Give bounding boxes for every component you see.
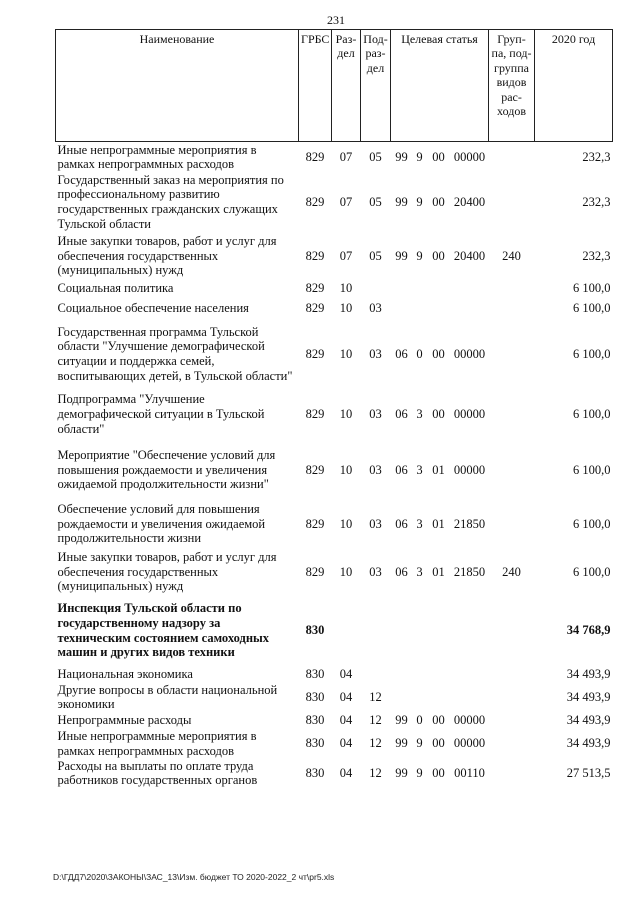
row-podrazdel: 03 <box>369 516 382 531</box>
row-podrazdel: 05 <box>369 194 382 209</box>
row-target-event: 00 <box>432 248 445 263</box>
row-target-subprogram: 9 <box>416 248 423 263</box>
row-target-subprogram: 3 <box>416 564 423 579</box>
row-target-event: 00 <box>432 149 445 164</box>
row-target-program: 99 <box>395 248 408 263</box>
row-amount: 232,3 <box>582 194 611 209</box>
table-row <box>56 321 613 388</box>
row-grbs: 829 <box>305 149 325 164</box>
row-name: Расходы на выплаты по оплате труда работников государственных органов <box>57 758 258 788</box>
row-name: Обеспечение условий для повышения рождаемости и увеличения ожидаемой продолжительности жизни <box>57 501 266 546</box>
row-target-direction: 21850 <box>453 564 486 579</box>
row-target-program: 99 <box>395 765 408 780</box>
row-grbs: 829 <box>305 300 325 315</box>
row-razdel: 04 <box>339 713 353 728</box>
row-grbs: 829 <box>305 516 325 531</box>
row-target-direction: 00110 <box>454 765 485 780</box>
table-row <box>56 759 613 789</box>
row-podrazdel: 03 <box>369 462 382 477</box>
header-razdel: Раз-дел <box>332 30 361 142</box>
row-target-subprogram: 3 <box>416 462 423 477</box>
row-target-subprogram <box>413 667 427 683</box>
row-target-subprogram: 9 <box>416 765 423 780</box>
row-target-program <box>391 667 413 683</box>
row-expense-type <box>489 442 535 499</box>
row-razdel <box>332 595 361 667</box>
row-target-direction: 00000 <box>453 462 486 477</box>
row-amount: 6 100,0 <box>573 564 611 579</box>
row-podrazdel: 03 <box>369 407 382 422</box>
table-row <box>56 550 613 595</box>
row-target-event: 01 <box>432 564 445 579</box>
row-amount: 6 100,0 <box>573 280 611 295</box>
row-target-direction: 20400 <box>453 194 486 209</box>
row-expense-type: 240 <box>502 248 521 263</box>
row-target-subprogram: 9 <box>416 194 423 209</box>
row-expense-type <box>489 595 535 667</box>
row-name: Мероприятие "Обеспечение условий для повышения рождаемости и увеличения ожидаемой продолжительности жизни" <box>57 447 276 492</box>
table-body <box>56 142 613 789</box>
row-amount: 6 100,0 <box>573 462 611 477</box>
row-name: Другие вопросы в области национальной экономики <box>57 682 278 712</box>
row-target-subprogram <box>413 296 427 321</box>
row-podrazdel: 12 <box>369 765 382 780</box>
row-target-program <box>391 281 413 296</box>
row-podrazdel <box>361 281 391 296</box>
header-year: 2020 год <box>535 30 613 142</box>
row-target-program <box>391 683 413 713</box>
table-row <box>56 712 613 729</box>
row-expense-type <box>489 712 535 729</box>
row-grbs: 829 <box>305 564 325 579</box>
table-row <box>56 281 613 296</box>
row-expense-type <box>489 499 535 550</box>
row-podrazdel: 12 <box>369 689 382 704</box>
row-target-event: 00 <box>432 407 445 422</box>
header-expense-group: Груп-па, под-группа видов рас-ходов <box>489 30 535 142</box>
file-path-footer: D:\ГДД7\2020\ЗАКОНЫ\ЗАС_13\Изм. бюджет ТО 2020-2022_2 чт\pr5.xls <box>53 872 335 882</box>
row-name: Социальная политика <box>57 280 174 295</box>
row-target-direction: 00000 <box>453 149 486 164</box>
row-expense-type <box>489 173 535 232</box>
row-amount: 232,3 <box>582 248 611 263</box>
row-target-program: 06 <box>395 462 408 477</box>
row-amount: 34 493,9 <box>566 713 611 728</box>
row-target-subprogram <box>413 595 427 667</box>
row-expense-type <box>489 729 535 759</box>
row-expense-type <box>489 759 535 789</box>
row-grbs: 829 <box>305 462 325 477</box>
row-name: Иные закупки товаров, работ и услуг для обеспечения государственных (муниципальных) нужд <box>57 549 277 594</box>
row-grbs: 830 <box>305 689 325 704</box>
row-amount: 27 513,5 <box>566 765 611 780</box>
table-row <box>56 232 613 281</box>
row-target-direction <box>451 296 489 321</box>
row-target-program: 99 <box>395 149 408 164</box>
row-expense-type <box>489 388 535 442</box>
row-razdel: 10 <box>339 407 353 422</box>
header-name: Наименование <box>56 30 299 142</box>
row-razdel: 07 <box>339 248 353 263</box>
row-grbs: 830 <box>305 623 325 638</box>
row-razdel: 10 <box>339 516 353 531</box>
row-name: Государственная программа Тульской области "Улучшение демографической ситуации и поддержка семей, воспитывающих детей, в Тульской области" <box>57 324 293 383</box>
page-number: 231 <box>327 13 345 27</box>
row-grbs: 830 <box>305 667 325 682</box>
row-target-direction <box>451 281 489 296</box>
row-amount: 6 100,0 <box>573 516 611 531</box>
row-target-event <box>427 281 451 296</box>
row-podrazdel: 03 <box>369 346 382 361</box>
row-target-program: 06 <box>395 346 408 361</box>
header-podrazdel: Под-раз-дел <box>361 30 391 142</box>
row-amount: 232,3 <box>582 149 611 164</box>
row-razdel: 10 <box>339 280 353 295</box>
row-grbs: 830 <box>305 765 325 780</box>
table-header-row <box>56 30 613 142</box>
row-target-direction: 00000 <box>453 713 486 728</box>
row-target-subprogram <box>413 281 427 296</box>
row-target-direction: 00000 <box>453 736 486 751</box>
row-target-event: 00 <box>432 194 445 209</box>
row-razdel: 10 <box>339 346 353 361</box>
row-target-subprogram: 3 <box>416 407 423 422</box>
row-name: Государственный заказ на мероприятия по профессиональному развитию государственных гражданских служащих Тульской области <box>57 172 284 231</box>
row-razdel: 07 <box>339 194 353 209</box>
row-name: Иные закупки товаров, работ и услуг для обеспечения государственных (муниципальных) нужд <box>57 233 277 278</box>
row-razdel: 04 <box>339 765 353 780</box>
row-target-subprogram: 9 <box>416 736 423 751</box>
row-expense-type <box>489 321 535 388</box>
row-razdel: 10 <box>339 300 353 315</box>
row-target-direction: 00000 <box>453 346 486 361</box>
row-razdel: 10 <box>339 462 353 477</box>
row-amount: 6 100,0 <box>573 346 611 361</box>
row-name: Национальная экономика <box>57 667 193 682</box>
row-expense-type <box>489 142 535 173</box>
row-podrazdel: 05 <box>369 149 382 164</box>
row-target-event <box>427 595 451 667</box>
row-razdel: 04 <box>339 667 353 682</box>
row-expense-type <box>489 296 535 321</box>
row-target-direction: 21850 <box>453 516 486 531</box>
table-row <box>56 499 613 550</box>
row-expense-type <box>489 667 535 683</box>
row-target-program: 99 <box>395 713 408 728</box>
header-target-article: Целевая статья <box>391 30 489 142</box>
row-podrazdel: 03 <box>369 564 382 579</box>
row-target-direction: 20400 <box>453 248 486 263</box>
row-grbs: 829 <box>305 346 325 361</box>
row-target-event: 00 <box>432 713 445 728</box>
row-razdel: 10 <box>339 564 353 579</box>
row-podrazdel: 05 <box>369 248 382 263</box>
table-row <box>56 296 613 321</box>
row-razdel: 04 <box>339 689 353 704</box>
row-expense-type <box>489 281 535 296</box>
row-podrazdel <box>361 667 391 683</box>
row-target-direction: 00000 <box>453 407 486 422</box>
row-name: Социальное обеспечение населения <box>57 300 249 315</box>
table-row <box>56 729 613 759</box>
row-name: Инспекция Тульской области по государственному надзору за техническим состоянием самоходных машин и других видов техники <box>57 601 270 660</box>
row-target-event <box>427 683 451 713</box>
table-row <box>56 173 613 232</box>
row-target-subprogram <box>413 683 427 713</box>
row-target-event: 00 <box>432 765 445 780</box>
row-target-program: 06 <box>395 564 408 579</box>
table-row <box>56 442 613 499</box>
row-grbs: 829 <box>305 248 325 263</box>
row-target-direction <box>451 667 489 683</box>
row-expense-type: 240 <box>502 564 521 579</box>
row-grbs: 830 <box>305 736 325 751</box>
row-target-program: 99 <box>395 736 408 751</box>
row-amount: 34 768,9 <box>566 623 611 638</box>
row-podrazdel: 12 <box>369 736 382 751</box>
row-target-program: 06 <box>395 407 408 422</box>
row-grbs: 829 <box>305 280 325 295</box>
row-target-event <box>427 296 451 321</box>
row-podrazdel <box>361 595 391 667</box>
row-target-program <box>391 595 413 667</box>
row-razdel: 07 <box>339 149 353 164</box>
row-amount: 6 100,0 <box>573 300 611 315</box>
row-target-program: 99 <box>395 194 408 209</box>
row-target-subprogram: 3 <box>416 516 423 531</box>
row-name: Непрограммные расходы <box>57 713 192 728</box>
row-podrazdel: 03 <box>369 300 382 315</box>
header-grbs: ГРБС <box>299 30 332 142</box>
row-amount: 34 493,9 <box>566 667 611 682</box>
row-target-program: 06 <box>395 516 408 531</box>
row-target-direction <box>451 595 489 667</box>
row-target-program <box>391 296 413 321</box>
row-target-event: 01 <box>432 516 445 531</box>
table-row <box>56 388 613 442</box>
budget-table <box>55 29 613 788</box>
table-row <box>56 142 613 173</box>
row-target-subprogram: 0 <box>416 346 423 361</box>
row-grbs: 830 <box>305 713 325 728</box>
row-expense-type <box>489 683 535 713</box>
table-row <box>56 683 613 713</box>
row-target-subprogram: 0 <box>416 713 423 728</box>
row-target-event: 00 <box>432 346 445 361</box>
row-target-subprogram: 9 <box>416 149 423 164</box>
row-target-event: 01 <box>432 462 445 477</box>
table-row <box>56 667 613 683</box>
row-target-direction <box>451 683 489 713</box>
row-razdel: 04 <box>339 736 353 751</box>
row-name: Иные непрограммные мероприятия в рамках непрограммных расходов <box>57 729 257 758</box>
table-row <box>56 595 613 667</box>
row-amount: 6 100,0 <box>573 407 611 422</box>
row-name: Подпрограмма "Улучшение демографической ситуации в Тульской области" <box>57 392 265 436</box>
row-amount: 34 493,9 <box>566 736 611 751</box>
row-target-event: 00 <box>432 736 445 751</box>
row-podrazdel: 12 <box>369 713 382 728</box>
row-amount: 34 493,9 <box>566 689 611 704</box>
row-name: Иные непрограммные мероприятия в рамках непрограммных расходов <box>57 142 257 172</box>
row-grbs: 829 <box>305 194 325 209</box>
row-grbs: 829 <box>305 407 325 422</box>
row-target-event <box>427 667 451 683</box>
